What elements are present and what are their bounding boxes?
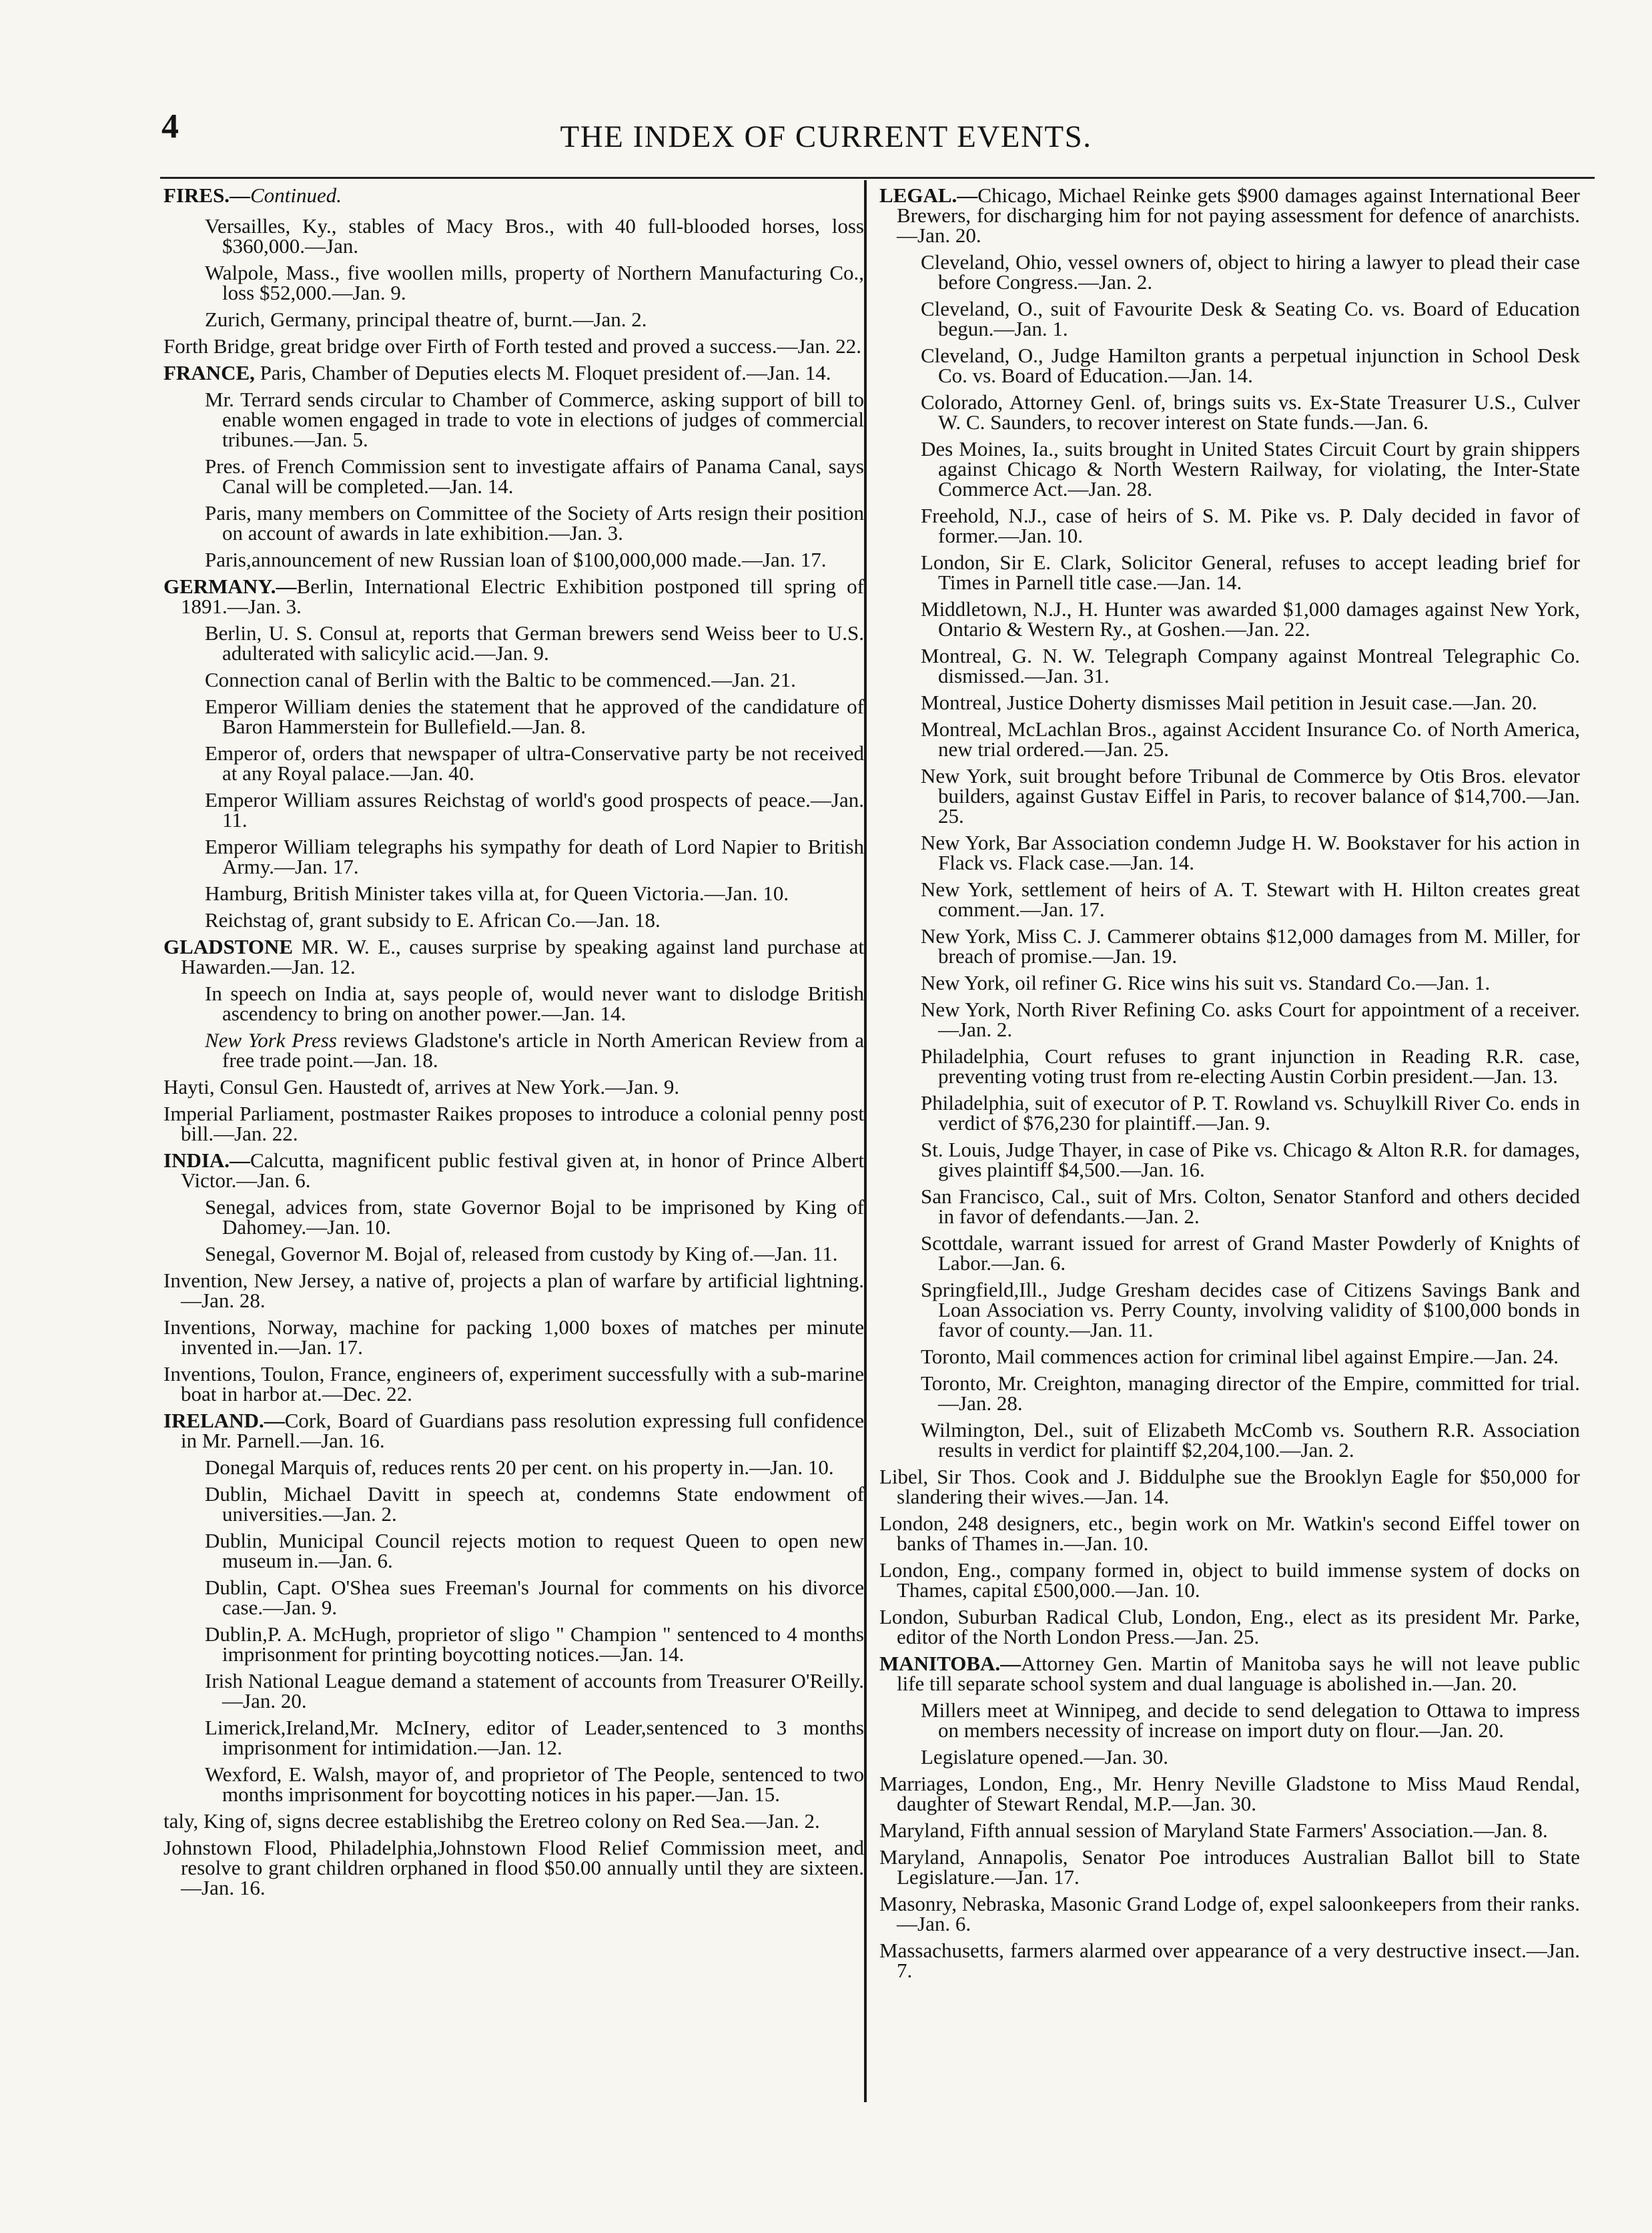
entry-text: Colorado, Attorney Genl. of, brings suits vs. Ex-State Treasurer U.S., Culver W. C. Saunders, to recover interest on State funds.—Jan. 6. [921,390,1580,434]
index-entry [921,1093,1580,1133]
index-entry [921,346,1580,386]
index-entry [921,1233,1580,1273]
index-entry [205,697,864,737]
entry-text: Paris,announcement of new Russian loan of $100,000,000 made.—Jan. 17. [205,548,827,571]
entry-text: New York, suit brought before Tribunal de Commerce by Otis Bros. elevator builders, against Gustav Eiffel in Paris, to recover balance of $14,700.—Jan. 25. [921,764,1580,828]
entry-text: Chicago, Michael Reinke gets $900 damages against International Beer Brewers, for discharging him for not paying assessment for defence of anarchists.—Jan. 20. [897,184,1580,247]
index-entry [879,1894,1580,1934]
index-entry [921,1046,1580,1086]
index-entry [205,1578,864,1618]
entry-italic-title: New York Press [205,1028,337,1052]
entry-text: Reichstag of, grant subsidy to E. African Co.—Jan. 18. [205,908,661,932]
entry-text: Massachusetts, farmers alarmed over appearance of a very destructive insect.—Jan. 7. [879,1939,1580,1982]
index-entry [163,1364,864,1404]
index-entry [921,1000,1580,1040]
index-entry [921,1187,1580,1227]
entry-text: Inventions, Norway, machine for packing 1,000 boxes of matches per minute invented in.—Jan. 17. [163,1315,864,1359]
entry-text: Millers meet at Winnipeg, and decide to send delegation to Ottawa to impress on members necessity of increase on import duty on flour.—Jan. 20. [921,1698,1580,1742]
index-entry [205,1484,864,1524]
entry-text: Imperial Parliament, postmaster Raikes proposes to introduce a colonial penny post bill.—Jan. 22. [163,1102,864,1145]
entry-text: Emperor William assures Reichstag of world's good prospects of peace.—Jan. 11. [205,788,864,832]
index-entry [205,390,864,450]
entry-text: Emperor of, orders that newspaper of ultra-Conservative party be not received at any Royal palace.—Jan. 40. [205,741,864,785]
entry-text: Hamburg, British Minister takes villa at, for Queen Victoria.—Jan. 10. [205,882,789,905]
entry-heading: GERMANY.— [163,575,297,598]
entry-text: Paris, Chamber of Deputies elects M. Floquet president of.—Jan. 14. [254,361,831,384]
entry-text: Cleveland, O., Judge Hamilton grants a perpetual injunction in School Desk Co. vs. Board of Education.—Jan. 14. [921,344,1580,387]
index-entry [921,646,1580,686]
entry-text: Mr. Terrard sends circular to Chamber of Commerce, asking support of bill to enable women engaged in trade to vote in elections of judges of commercial tribunes.—Jan. 5. [205,388,864,451]
entry-text: Attorney Gen. Martin of Manitoba says he will not leave public life till separate school system and dual language is abolished in.—Jan. 20. [897,1652,1580,1695]
index-entry [921,599,1580,639]
index-entry [921,1747,1580,1767]
index-entry [879,1774,1580,1814]
index-entry [205,550,864,570]
index-entry [921,1373,1580,1413]
entry-text: Donegal Marquis of, reduces rents 20 per cent. on his property in.—Jan. 10. [205,1456,834,1479]
index-entry [921,1420,1580,1460]
index-entry [205,1624,864,1664]
entry-text: Cleveland, O., suit of Favourite Desk & Seating Co. vs. Board of Education begun.—Jan. 1. [921,297,1580,340]
entry-text: Cork, Board of Guardians pass resolution expressing full confidence in Mr. Parnell.—Jan. 16. [181,1409,864,1452]
entry-text: Pres. of French Commission sent to investigate affairs of Panama Canal, says Canal will be completed.—Jan. 14. [205,454,864,498]
index-entry [163,186,864,206]
entry-text: London, 248 designers, etc., begin work on Mr. Watkin's second Eiffel tower on banks of Thames in.—Jan. 10. [879,1512,1580,1555]
entry-text: Scottdale, warrant issued for arrest of Grand Master Powderly of Knights of Labor.—Jan. 6. [921,1231,1580,1275]
entry-text: Emperor William denies the statement that he approved of the candidature of Baron Hammerstein for Bullefield.—Jan. 8. [205,695,864,738]
index-entry [921,252,1580,292]
index-entry [163,937,864,977]
index-entry [205,503,864,543]
index-entry [921,1280,1580,1340]
index-entry [163,1104,864,1144]
entry-text: St. Louis, Judge Thayer, in case of Pike vs. Chicago & Alton R.R. for damages, gives plaintiff $4,500.—Jan. 16. [921,1138,1580,1181]
index-entry [921,506,1580,546]
index-entry [205,743,864,783]
entry-text: San Francisco, Cal., suit of Mrs. Colton, Senator Stanford and others decided in favor of defendants.—Jan. 2. [921,1185,1580,1228]
entry-text: Senegal, Governor M. Bojal of, released from custody by King of.—Jan. 11. [205,1242,838,1265]
entry-text: New York, North River Refining Co. asks Court for appointment of a receiver.—Jan. 2. [921,998,1580,1041]
entry-text: Walpole, Mass., five woollen mills, property of Northern Manufacturing Co., loss $52,000.—Jan. 9. [205,261,864,304]
index-entry [879,186,1580,246]
index-entry [205,984,864,1024]
entry-text: taly, King of, signs decree establishibg the Eretreo colony on Red Sea.—Jan. 2. [163,1809,820,1833]
entry-text: Emperor William telegraphs his sympathy for death of Lord Napier to British Army.—Jan. 17. [205,835,864,878]
index-entry [163,1151,864,1191]
entry-text: Middletown, N.J., H. Hunter was awarded $1,000 damages against New York, Ontario & Western Ry., at Goshen.—Jan. 22. [921,597,1580,641]
index-entry [205,1197,864,1237]
index-entry [205,1458,864,1478]
entry-text: Inventions, Toulon, France, engineers of, experiment successfully with a sub-marine boat in harbor at.—Dec. 22. [163,1362,864,1405]
index-entry [879,1560,1580,1600]
entry-heading: GLADSTONE [163,935,294,958]
index-entry [163,1411,864,1451]
index-entry [205,216,864,256]
index-entry [205,1671,864,1711]
index-entry [163,577,864,617]
index-entry [921,833,1580,873]
entry-text: Dublin, Michael Davitt in speech at, condemns State endowment of universities.—Jan. 2. [205,1482,864,1526]
index-entry [163,336,864,356]
index-entry [921,1347,1580,1367]
index-entry [163,1838,864,1898]
right-column [879,186,1580,1987]
entry-text: Calcutta, magnificent public festival given at, in honor of Prince Albert Victor.—Jan. 6. [181,1149,864,1192]
entry-text: MR. W. E., causes surprise by speaking against land purchase at Hawarden.—Jan. 12. [181,935,864,978]
entry-continued-note: Continued. [250,184,342,207]
index-entry [921,439,1580,499]
index-entry [921,880,1580,920]
index-entry [205,1531,864,1571]
entry-text: Irish National League demand a statement of accounts from Treasurer O'Reilly.—Jan. 20. [205,1669,864,1712]
entry-text: Versailles, Ky., stables of Macy Bros., with 40 full-blooded horses, loss $360,000.—Jan. [205,214,864,258]
index-entry [921,1700,1580,1740]
index-entry [921,392,1580,432]
entry-text: New York, oil refiner G. Rice wins his suit vs. Standard Co.—Jan. 1. [921,971,1491,994]
index-entry [879,1514,1580,1554]
index-entry [879,1467,1580,1507]
index-entry [879,1607,1580,1647]
index-entry [205,1718,864,1758]
entry-text: reviews Gladstone's article in North American Review from a free trade point.—Jan. 18. [222,1028,864,1072]
entry-text: Johnstown Flood, Philadelphia,Johnstown Flood Relief Commission meet, and resolve to grant children orphaned in flood $50.00 annually until they are sixteen.—Jan. 16. [163,1836,864,1899]
column-divider [864,180,867,2102]
entry-text: Connection canal of Berlin with the Baltic to be commenced.—Jan. 21. [205,668,796,691]
page-number: 4 [161,107,179,145]
index-entry [879,1847,1580,1887]
entry-text: Philadelphia, Court refuses to grant injunction in Reading R.R. case, preventing voting trust from re-electing Austin Corbin president.—Jan. 13. [921,1044,1580,1088]
entry-text: London, Sir E. Clark, Solicitor General, refuses to accept leading brief for Times in Parnell title case.—Jan. 14. [921,551,1580,594]
entry-heading: INDIA.— [163,1149,251,1172]
entry-text: Senegal, advices from, state Governor Bojal to be imprisoned by King of Dahomey.—Jan. 10. [205,1195,864,1239]
entry-text: Montreal, G. N. W. Telegraph Company against Montreal Telegraphic Co. dismissed.—Jan. 31. [921,644,1580,687]
entry-text: Montreal, McLachlan Bros., against Accident Insurance Co. of North America, new trial ordered.—Jan. 25. [921,717,1580,761]
index-entry [205,670,864,690]
entry-text: Philadelphia, suit of executor of P. T. Rowland vs. Schuylkill River Co. ends in verdict of $76,230 for plaintiff.—Jan. 9. [921,1091,1580,1135]
index-entry [205,837,864,877]
index-entry [205,623,864,663]
index-entry [163,1271,864,1311]
entry-text: Maryland, Fifth annual session of Maryland State Farmers' Association.—Jan. 8. [879,1819,1548,1842]
entry-text: Des Moines, Ia., suits brought in United States Circuit Court by grain shippers against Chicago & North Western Railway, for violating, the Inter-State Commerce Act.—Jan. 28. [921,437,1580,501]
entry-text: Libel, Sir Thos. Cook and J. Biddulphe sue the Brooklyn Eagle for $50,000 for slandering their wives.—Jan. 14. [879,1465,1580,1508]
index-entry [879,1941,1580,1981]
entry-text: Dublin, Capt. O'Shea sues Freeman's Journal for comments on his divorce case.—Jan. 9. [205,1576,864,1619]
entry-text: Toronto, Mail commences action for criminal libel against Empire.—Jan. 24. [921,1345,1559,1368]
entry-text: New York, settlement of heirs of A. T. Stewart with H. Hilton creates great comment.—Jan. 17. [921,878,1580,921]
entry-text: In speech on India at, says people of, would never want to dislodge British ascendency to bring on another power.—Jan. 14. [205,982,864,1025]
index-entry [879,1821,1580,1841]
entry-heading: FIRES.— [163,184,251,207]
left-column [163,186,864,1905]
index-entry [921,926,1580,966]
index-entry [921,693,1580,713]
entry-text: Zurich, Germany, principal theatre of, burnt.—Jan. 2. [205,308,647,331]
entry-text: Marriages, London, Eng., Mr. Henry Neville Gladstone to Miss Maud Rendal, daughter of Stewart Rendal, M.P.—Jan. 30. [879,1772,1580,1815]
entry-text: Toronto, Mr. Creighton, managing director of the Empire, committed for trial.—Jan. 28. [921,1371,1580,1415]
entry-text: Montreal, Justice Doherty dismisses Mail petition in Jesuit case.—Jan. 20. [921,691,1537,714]
index-entry [163,1317,864,1357]
entry-heading: MANITOBA.— [879,1652,1021,1675]
index-entry [205,1765,864,1805]
index-entry [205,884,864,904]
index-entry [163,1811,864,1831]
entry-text: London, Suburban Radical Club, London, Eng., elect as its president Mr. Parke, editor of the North London Press.—Jan. 25. [879,1605,1580,1648]
entry-text: Masonry, Nebraska, Masonic Grand Lodge of, expel saloonkeepers from their ranks.—Jan. 6. [879,1892,1580,1935]
entry-heading: LEGAL.— [879,184,978,207]
entry-text: Invention, New Jersey, a native of, projects a plan of warfare by artificial lightning.—Jan. 28. [163,1269,864,1312]
index-entry [921,553,1580,593]
entry-text: London, Eng., company formed in, object to build immense system of docks on Thames, capital £500,000.—Jan. 10. [879,1558,1580,1602]
header-rule [160,177,1595,179]
entry-text: Freehold, N.J., case of heirs of S. M. Pike vs. P. Daly decided in favor of former.—Jan. 10. [921,504,1580,547]
index-entry [205,1244,864,1264]
index-entry [205,263,864,303]
index-entry [205,910,864,930]
entry-text: Maryland, Annapolis, Senator Poe introduces Australian Ballot bill to State Legislature.—Jan. 17. [879,1845,1580,1889]
index-entry [205,310,864,330]
index-entry [921,299,1580,339]
page-header-title: THE INDEX OF CURRENT EVENTS. [560,119,1092,154]
entry-text: New York, Miss C. J. Cammerer obtains $12,000 damages from M. Miller, for breach of promise.—Jan. 19. [921,924,1580,968]
entry-text: Legislature opened.—Jan. 30. [921,1745,1169,1769]
index-entry [921,719,1580,759]
index-entry [921,766,1580,826]
entry-text: Hayti, Consul Gen. Haustedt of, arrives at New York.—Jan. 9. [163,1075,680,1098]
index-entry [921,1140,1580,1180]
entry-text: Berlin, International Electric Exhibition postponed till spring of 1891.—Jan. 3. [181,575,864,618]
index-entry [205,456,864,497]
index-entry [163,363,864,383]
index-entry [205,790,864,830]
entry-text: Forth Bridge, great bridge over Firth of Forth tested and proved a success.—Jan. 22. [163,334,862,358]
index-entry [921,973,1580,993]
index-entry [163,1077,864,1097]
entry-heading: FRANCE, [163,361,255,384]
entry-text: Cleveland, Ohio, vessel owners of, object to hiring a lawyer to plead their case before Congress.—Jan. 2. [921,250,1580,294]
entry-text: New York, Bar Association condemn Judge H. W. Bookstaver for his action in Flack vs. Flack case.—Jan. 14. [921,831,1580,874]
entry-text: Wilmington, Del., suit of Elizabeth McComb vs. Southern R.R. Association results in verdict for plaintiff $2,204,100.—Jan. 2. [921,1418,1580,1462]
entry-text: Springfield,Ill., Judge Gresham decides case of Citizens Savings Bank and Loan Association vs. Perry County, involving validity of $100,000 bonds in favor of county.—Jan. 11. [921,1278,1580,1341]
entry-text: Dublin, Municipal Council rejects motion to request Queen to open new museum in.—Jan. 6. [205,1529,864,1572]
entry-text: Paris, many members on Committee of the Society of Arts resign their position on account of awards in late exhibition.—Jan. 3. [205,501,864,545]
entry-text: Wexford, E. Walsh, mayor of, and proprietor of The People, sentenced to two months imprisonment for boycotting notices in his paper.—Jan. 15. [205,1763,864,1806]
entry-text: Berlin, U. S. Consul at, reports that German brewers send Weiss beer to U.S. adulterated with salicylic acid.—Jan. 9. [205,621,864,665]
entry-heading: IRELAND.— [163,1409,285,1432]
index-entry [205,1030,864,1070]
index-entry [879,1654,1580,1694]
entry-text: Dublin,P. A. McHugh, proprietor of sligo " Champion " sentenced to 4 months imprisonment for printing boycotting notices.—Jan. 14. [205,1622,864,1666]
entry-text: Limerick,Ireland,Mr. McInery, editor of Leader,sentenced to 3 months imprisonment for intimidation.—Jan. 12. [205,1716,864,1759]
